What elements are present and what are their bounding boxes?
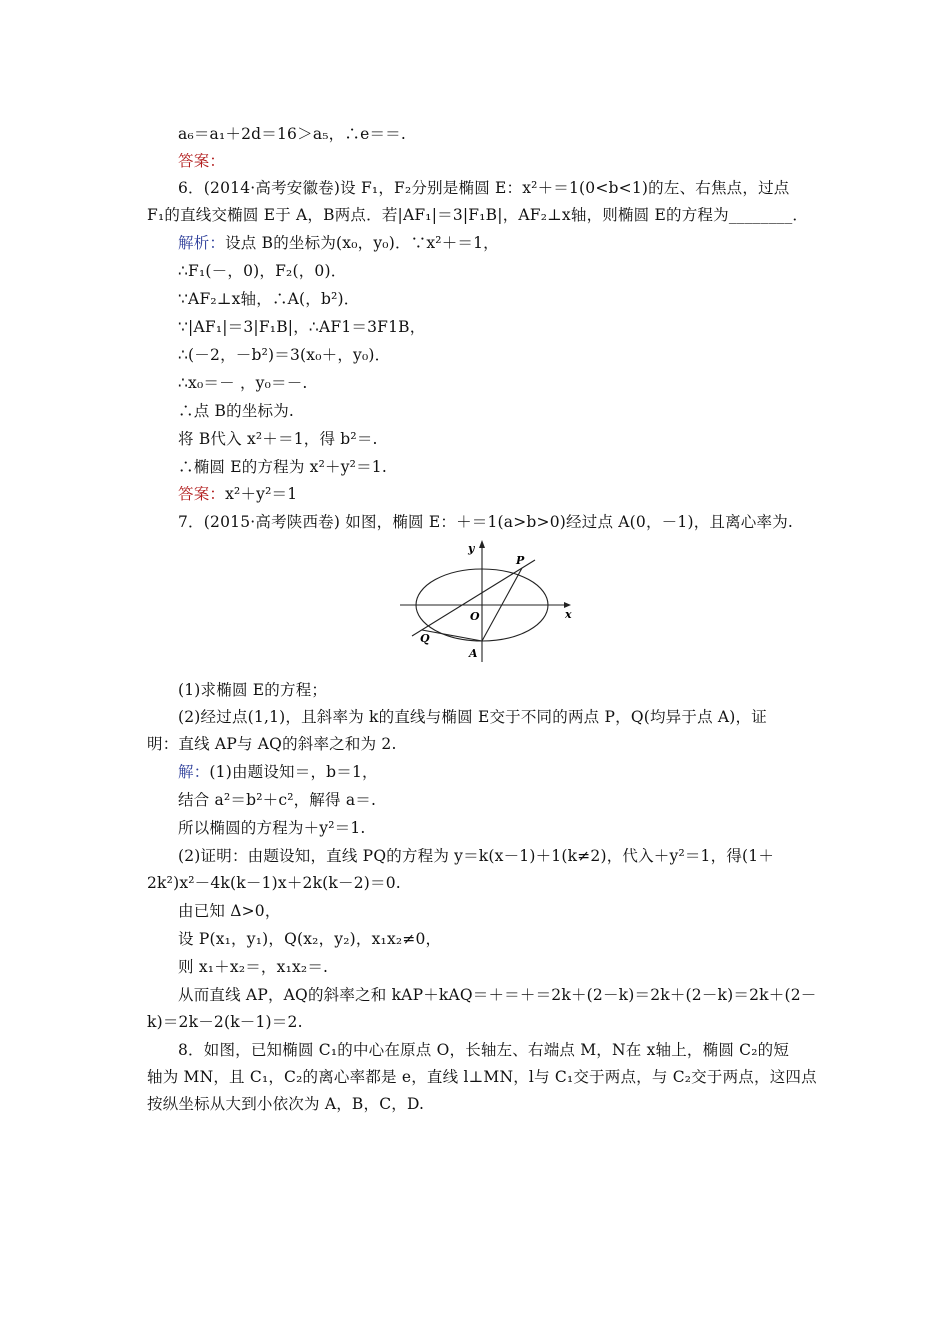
text-line-7: ∵|AF₁|＝3|F₁B|，∴AF1＝3F1B， bbox=[178, 318, 426, 336]
text-line-23: 由已知 Δ>0， bbox=[178, 902, 281, 920]
text-line-20: 所以椭圆的方程为＋y²＝1. bbox=[178, 819, 366, 837]
text-line-3: F₁的直线交椭圆 E于 A，B两点．若|AF₁|＝3|F₁B|，AF₂⊥x轴，则椭圆 E的方程为________． bbox=[147, 206, 809, 224]
text-line-13 bbox=[178, 484, 297, 504]
text-line-18 bbox=[178, 762, 378, 782]
line-label: 解析： bbox=[178, 234, 226, 252]
text-line-17: 明：直线 AP与 AQ的斜率之和为 2. bbox=[147, 735, 397, 753]
label-q: Q bbox=[420, 632, 430, 645]
ellipse-figure bbox=[398, 538, 588, 664]
text-line-27: k)＝2k－2(k－1)＝2. bbox=[147, 1013, 303, 1031]
text-line-12: ∴椭圆 E的方程为 x²＋y²＝1. bbox=[178, 458, 387, 476]
text-line-19: 结合 a²＝b²＋c²，解得 a＝. bbox=[178, 791, 377, 809]
text-line-5: ∴F₁(－，0)，F₂(，0)． bbox=[178, 262, 347, 280]
text-line-6: ∵AF₂⊥x轴，∴A(，b²)． bbox=[178, 290, 360, 308]
line-content: x²＋y²＝1 bbox=[225, 485, 298, 503]
line-content: 设点 B的坐标为(x₀，y₀)．∵x²＋＝1， bbox=[225, 234, 499, 252]
text-line-8: ∴(－2，－b²)＝3(x₀＋，y₀)． bbox=[178, 346, 391, 364]
text-line-14: 7．(2015·高考陕西卷) 如图，椭圆 E：＋＝1(a>b>0)经过点 A(0，－1)，且离心率为. bbox=[178, 513, 794, 531]
line-label: 答案： bbox=[178, 485, 226, 503]
text-line-21: (2)证明：由题设知，直线 PQ的方程为 y＝k(x－1)＋1(k≠2)，代入＋y²＝1，得(1＋ bbox=[178, 847, 775, 865]
text-line-26: 从而直线 AP，AQ的斜率之和 kAP＋kAQ＝＋＝＋＝2k＋(2－k)＝2k＋(2－k)＝2k＋(2－ bbox=[178, 986, 817, 1004]
text-line-11: 将 B代入 x²＋＝1，得 b²＝. bbox=[178, 430, 378, 448]
label-p: P bbox=[516, 554, 525, 567]
text-line-24: 设 P(x₁，y₁)，Q(x₂，y₂)，x₁x₂≠0， bbox=[178, 930, 442, 948]
text-line-4 bbox=[178, 233, 499, 253]
text-line-25: 则 x₁＋x₂＝，x₁x₂＝. bbox=[178, 958, 329, 976]
label-a: A bbox=[469, 647, 478, 660]
text-line-16: (2)经过点(1,1)，且斜率为 k的直线与椭圆 E交于不同的两点 P，Q(均异于点 A)，证 bbox=[178, 708, 767, 726]
line-pq bbox=[412, 560, 535, 636]
label-o: O bbox=[470, 610, 480, 623]
label-y: y bbox=[468, 542, 475, 555]
text-line-22: 2k²)x²－4k(k－1)x＋2k(k－2)＝0. bbox=[147, 874, 401, 892]
line-label: 解： bbox=[178, 763, 210, 781]
line-aq bbox=[422, 630, 482, 641]
text-line-1: 答案： bbox=[178, 152, 226, 170]
text-line-10: ∴点 B的坐标为. bbox=[178, 402, 295, 420]
y-axis-arrow bbox=[479, 540, 485, 548]
text-line-29: 轴为 MN，且 C₁，C₂的离心率都是 e，直线 l⊥MN，l与 C₁交于两点，与 C₂交于两点，这四点 bbox=[147, 1068, 817, 1086]
line-content: (1)由题设知＝，b＝1， bbox=[209, 763, 378, 781]
text-line-0: a₆＝a₁＋2d＝16＞a₅，∴e＝＝. bbox=[178, 125, 406, 143]
text-line-2: 6．(2014·高考安徽卷)设 F₁，F₂分别是椭圆 E：x²＋＝1(0<b<1)的左、右焦点，过点 bbox=[178, 179, 790, 197]
text-line-9: ∴x₀＝－ ，y₀＝－. bbox=[178, 374, 308, 392]
label-x: x bbox=[565, 608, 572, 621]
text-line-30: 按纵坐标从大到小依次为 A，B，C，D. bbox=[147, 1095, 425, 1113]
text-line-28: 8．如图，已知椭圆 C₁的中心在原点 O，长轴左、右端点 M，N在 x轴上，椭圆 C₂的短 bbox=[178, 1041, 790, 1059]
text-line-15: (1)求椭圆 E的方程； bbox=[178, 681, 328, 699]
